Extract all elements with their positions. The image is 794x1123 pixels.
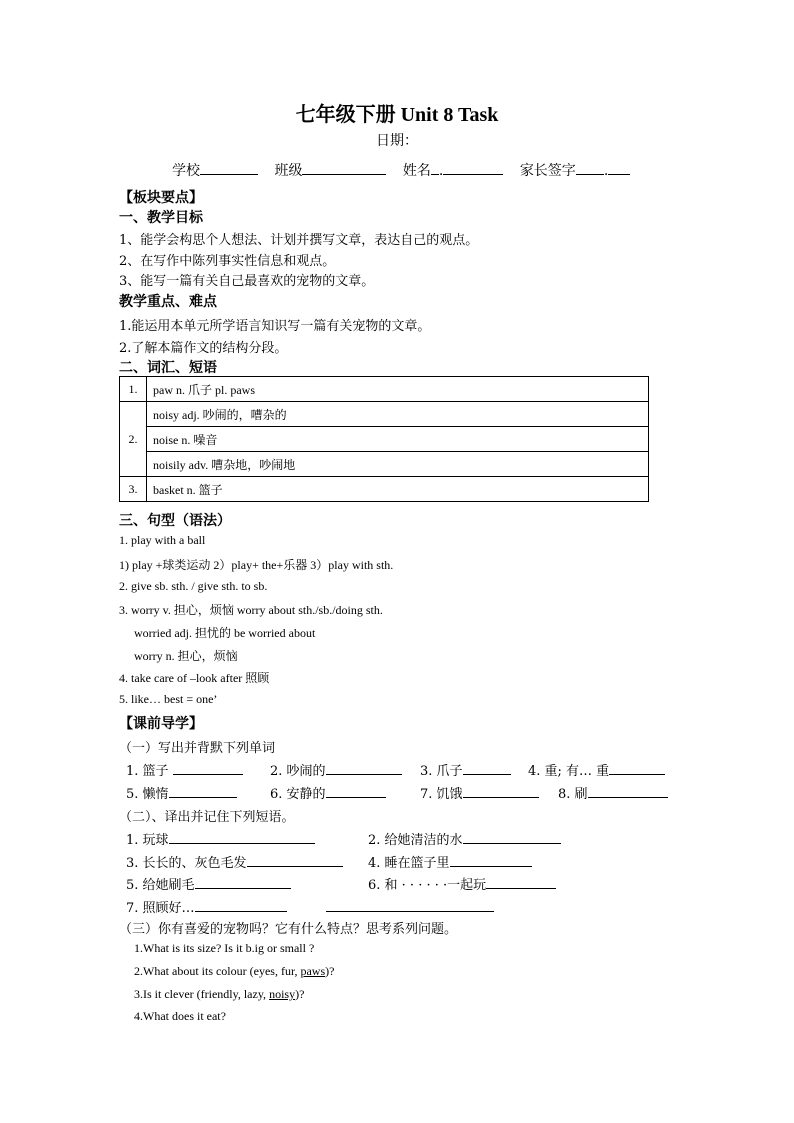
row-number: 1. bbox=[120, 377, 147, 402]
question-3: 3.Is it clever (friendly, lazy, noisy)? bbox=[134, 987, 305, 1001]
part1-heading: （一）写出并背默下列单词 bbox=[119, 741, 276, 756]
phrase-item[interactable]: 2. 给她清洁的水 bbox=[368, 829, 561, 848]
phrase-item[interactable]: 3. 长长的、灰色毛发 bbox=[126, 852, 343, 871]
answer-blank[interactable] bbox=[450, 852, 532, 867]
name-blank[interactable] bbox=[443, 160, 503, 175]
phrase-item[interactable]: 1. 玩球 bbox=[126, 829, 315, 848]
answer-blank[interactable] bbox=[169, 829, 315, 844]
sentence-line: 4. take care of –look after 照顾 bbox=[119, 671, 270, 685]
key-point-1: 1.能运用本单元所学语言知识写一篇有关宠物的文章。 bbox=[119, 319, 431, 334]
answer-blank[interactable] bbox=[463, 760, 511, 775]
vocab-entry: noisy adj. 吵闹的，嘈杂的 bbox=[147, 402, 649, 427]
objective-3: 3、能写一篇有关自己最喜欢的宠物的文章。 bbox=[119, 274, 375, 289]
class-blank[interactable] bbox=[302, 160, 386, 175]
page-title: 七年级下册 Unit 8 Task bbox=[295, 104, 499, 126]
school-field[interactable]: 学校 bbox=[172, 160, 258, 180]
answer-blank[interactable] bbox=[195, 874, 291, 889]
sentence-line: worried adj. 担忧的 be worried about bbox=[134, 626, 316, 640]
vocab-entry: noisily adv. 嘈杂地，吵闹地 bbox=[147, 452, 649, 477]
date-label: 日期： bbox=[376, 133, 418, 149]
question-1: 1.What is its size? Is it b.ig or small ? bbox=[134, 941, 315, 955]
question-4: 4.What does it eat? bbox=[134, 1009, 226, 1023]
word-item[interactable]: 7. 饥饿 bbox=[420, 783, 539, 802]
word-item[interactable]: 3. 爪子 bbox=[420, 760, 511, 779]
word-item[interactable]: 1. 篮子 bbox=[126, 760, 243, 779]
answer-blank[interactable] bbox=[326, 760, 402, 775]
answer-blank[interactable] bbox=[486, 874, 556, 889]
phrase-item[interactable]: 7. 照顾好… bbox=[126, 897, 287, 916]
extra-answer-line[interactable] bbox=[326, 897, 494, 916]
part3-heading: （三）你有喜爱的宠物吗？它有什么特点？思考系列问题。 bbox=[119, 922, 458, 937]
pre-study-heading: 【课前导学】 bbox=[119, 716, 203, 732]
answer-blank[interactable] bbox=[169, 783, 237, 798]
school-blank[interactable] bbox=[200, 160, 258, 175]
vocab-entry: basket n. 篮子 bbox=[147, 477, 649, 502]
vocab-entry: paw n. 爪子 pl. paws bbox=[147, 377, 649, 402]
key-points-heading: 教学重点、难点 bbox=[119, 294, 217, 310]
sentence-line: worry n. 担心，烦恼 bbox=[134, 649, 238, 663]
student-info-line bbox=[172, 160, 642, 180]
section1-heading: 一、教学目标 bbox=[119, 210, 203, 226]
table-row bbox=[120, 402, 649, 427]
parent-signature-field[interactable]: 家长签字 . bbox=[520, 160, 630, 180]
sentence-line: 2. give sb. sth. / give sth. to sb. bbox=[119, 579, 268, 593]
phrase-item[interactable]: 5. 给她刷毛 bbox=[126, 874, 291, 893]
key-point-2: 2.了解本篇作文的结构分段。 bbox=[119, 341, 288, 356]
word-item[interactable]: 5. 懒惰 bbox=[126, 783, 237, 802]
word-item[interactable]: 6. 安静的 bbox=[270, 783, 386, 802]
sentence-line: 3. worry v. 担心，烦恼 worry about sth./sb./doing sth. bbox=[119, 603, 383, 617]
answer-blank[interactable] bbox=[247, 852, 343, 867]
vocab-entry: noise n. 噪音 bbox=[147, 427, 649, 452]
name-field[interactable]: 姓名 . bbox=[403, 160, 503, 180]
word-item[interactable]: 2. 吵闹的 bbox=[270, 760, 402, 779]
answer-blank[interactable] bbox=[326, 783, 386, 798]
phrase-item[interactable]: 6. 和 · · · · · ·一起玩 bbox=[368, 874, 556, 893]
objective-1: 1、能学会构思个人想法、计划并撰写文章，表达自己的观点。 bbox=[119, 233, 479, 248]
answer-blank[interactable] bbox=[195, 897, 287, 912]
answer-blank[interactable] bbox=[463, 829, 561, 844]
sentence-line: 1) play +球类运动 2）play+ the+乐器 3）play with sth. bbox=[119, 558, 394, 572]
row-number: 2. bbox=[120, 402, 147, 477]
part2-heading: （二）、译出并记住下列短语。 bbox=[119, 810, 295, 825]
section3-heading: 三、句型（语法） bbox=[119, 513, 231, 529]
row-number: 3. bbox=[120, 477, 147, 502]
word-item[interactable]: 4. 重; 有… 重 bbox=[528, 760, 665, 779]
sentence-line: 1. play with a ball bbox=[119, 533, 206, 547]
phrase-item[interactable]: 4. 睡在篮子里 bbox=[368, 852, 532, 871]
table-row bbox=[120, 377, 649, 402]
class-field[interactable]: 班级 bbox=[274, 160, 386, 180]
section-points-heading: 【板块要点】 bbox=[119, 190, 203, 206]
answer-blank[interactable] bbox=[173, 760, 243, 775]
answer-blank[interactable] bbox=[609, 760, 665, 775]
sentence-line: 5. like… best = one’ bbox=[119, 692, 218, 706]
table-row bbox=[120, 477, 649, 502]
objective-2: 2、在写作中陈列事实性信息和观点。 bbox=[119, 254, 336, 269]
word-item[interactable]: 8. 刷 bbox=[558, 783, 668, 802]
answer-blank[interactable] bbox=[588, 783, 668, 798]
parent-signature-blank[interactable] bbox=[608, 160, 630, 175]
vocab-table bbox=[119, 376, 649, 502]
answer-blank[interactable] bbox=[463, 783, 539, 798]
table-row bbox=[120, 427, 649, 452]
question-2: 2.What about its colour (eyes, fur, paws)? bbox=[134, 964, 335, 978]
table-row bbox=[120, 452, 649, 477]
section2-heading: 二、词汇、短语 bbox=[119, 360, 217, 376]
